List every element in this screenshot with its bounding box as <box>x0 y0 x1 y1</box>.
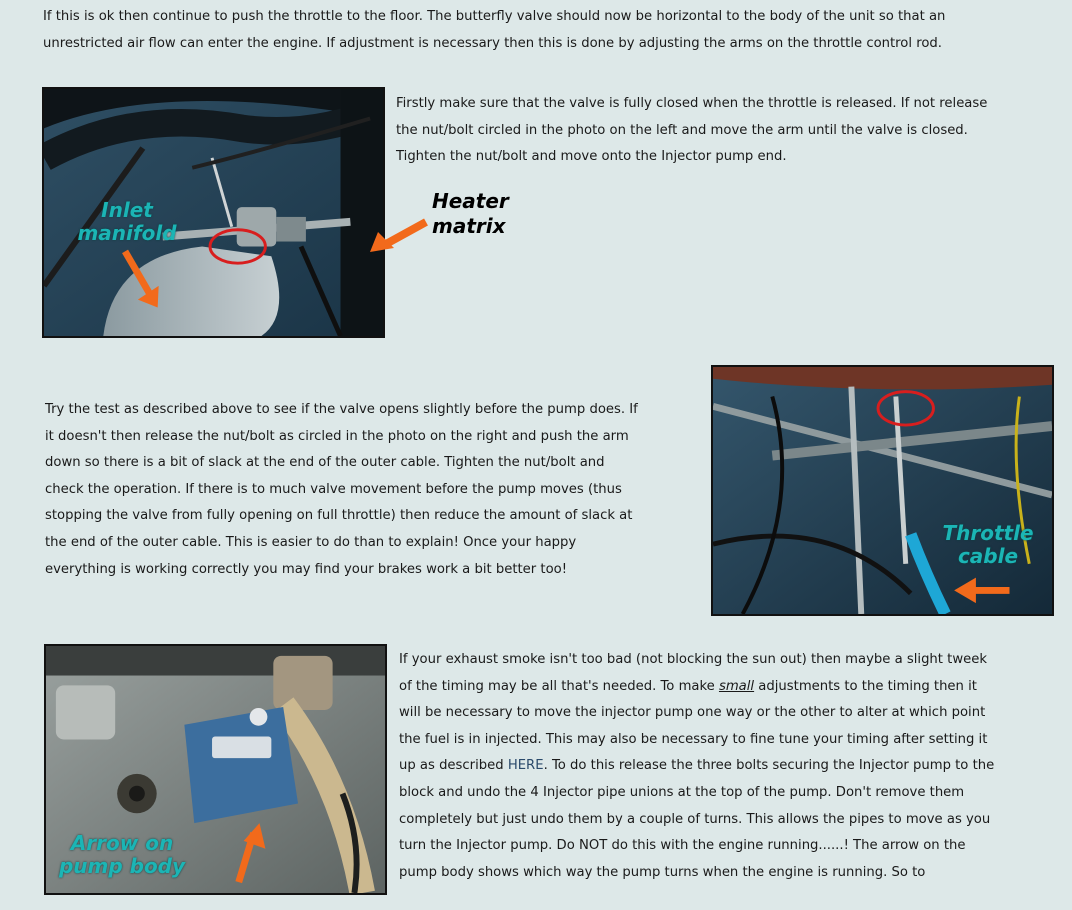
section3-line-2: of the timing may be all that's needed. To make small adjustments to the timing then it <box>399 678 977 694</box>
intro-line-1: If this is ok then continue to push the throttle to the floor. The butterfly valve should now be horizontal to the body of the unit so that an <box>43 9 946 24</box>
section2-line-1: Try the test as described above to see if the valve opens slightly before the pump does. If <box>45 402 638 417</box>
section3-line-6: block and undo the 4 Injector pipe unions at the top of the pump. Don't remove them <box>399 784 965 800</box>
section3-line-9: pump body shows which way the pump turns when the engine is running. So to <box>399 864 926 880</box>
section3-line-8: turn the Injector pump. Do NOT do this with the engine running......! The arrow on the <box>399 838 966 854</box>
section2-line-7: everything is working correctly you may find your brakes work a bit better too! <box>45 561 567 577</box>
arrow-on-pump-body-label: Arrow on pump body <box>58 831 186 878</box>
section3-line-5: up as described HERE. To do this release the three bolts securing the Injector pump to the <box>399 758 995 774</box>
section2-paragraph <box>45 397 710 583</box>
section3-line-1: If your exhaust smoke isn't too bad (not blocking the sun out) then maybe a slight tweek <box>399 652 987 667</box>
section2-line-6: the end of the outer cable. This is easier to do than to explain! Once your happy <box>45 534 577 550</box>
inlet-manifold-label: Inlet manifold <box>77 198 177 245</box>
section1-line-3: Tighten the nut/bolt and move onto the Injector pump end. <box>396 149 787 165</box>
timing-here-link[interactable]: HERE <box>507 758 544 774</box>
section1-line-1: Firstly make sure that the valve is fully closed when the throttle is released. If not release <box>396 96 988 111</box>
section2-line-5: stopping the valve from fully opening on full throttle) then reduce the amount of slack at <box>45 508 633 524</box>
section1-line-2: the nut/bolt circled in the photo on the left and move the arm until the valve is closed. <box>396 122 968 138</box>
section3-line-7: completely but just undo them by a couple of turns. This allows the pipes to move as you <box>399 811 991 827</box>
throttle-cable-image <box>713 367 1052 614</box>
section2-line-2: it doesn't then release the nut/bolt as circled in the photo on the right and push the arm <box>45 428 629 444</box>
small-emphasis: small <box>718 678 755 694</box>
section3-paragraph <box>399 647 1067 886</box>
heater-arrow-icon <box>366 216 428 256</box>
section2-line-3: down so there is a bit of slack at the end of the outer cable. Tighten the nut/bolt and <box>45 455 605 471</box>
section3-line-4: the fuel is in injected. This may also be necessary to fine tune your timing after setting it <box>399 731 988 747</box>
intro-paragraph <box>43 4 1063 57</box>
heater-matrix-label: Heater matrix <box>432 189 509 238</box>
section1-paragraph <box>396 91 1061 171</box>
section2-line-4: check the operation. If there is to much valve movement before the pump moves (thus <box>45 481 622 497</box>
intro-line-2: unrestricted air flow can enter the engine. If adjustment is necessary then this is done by adjusting the arms on the throttle control rod. <box>43 35 942 51</box>
section3-line-3: will be necessary to move the injector pump one way or the other to alter at which point <box>399 705 986 721</box>
throttle-cable-label: Throttle cable <box>942 521 1034 568</box>
throttle-cable-photo <box>711 365 1054 616</box>
